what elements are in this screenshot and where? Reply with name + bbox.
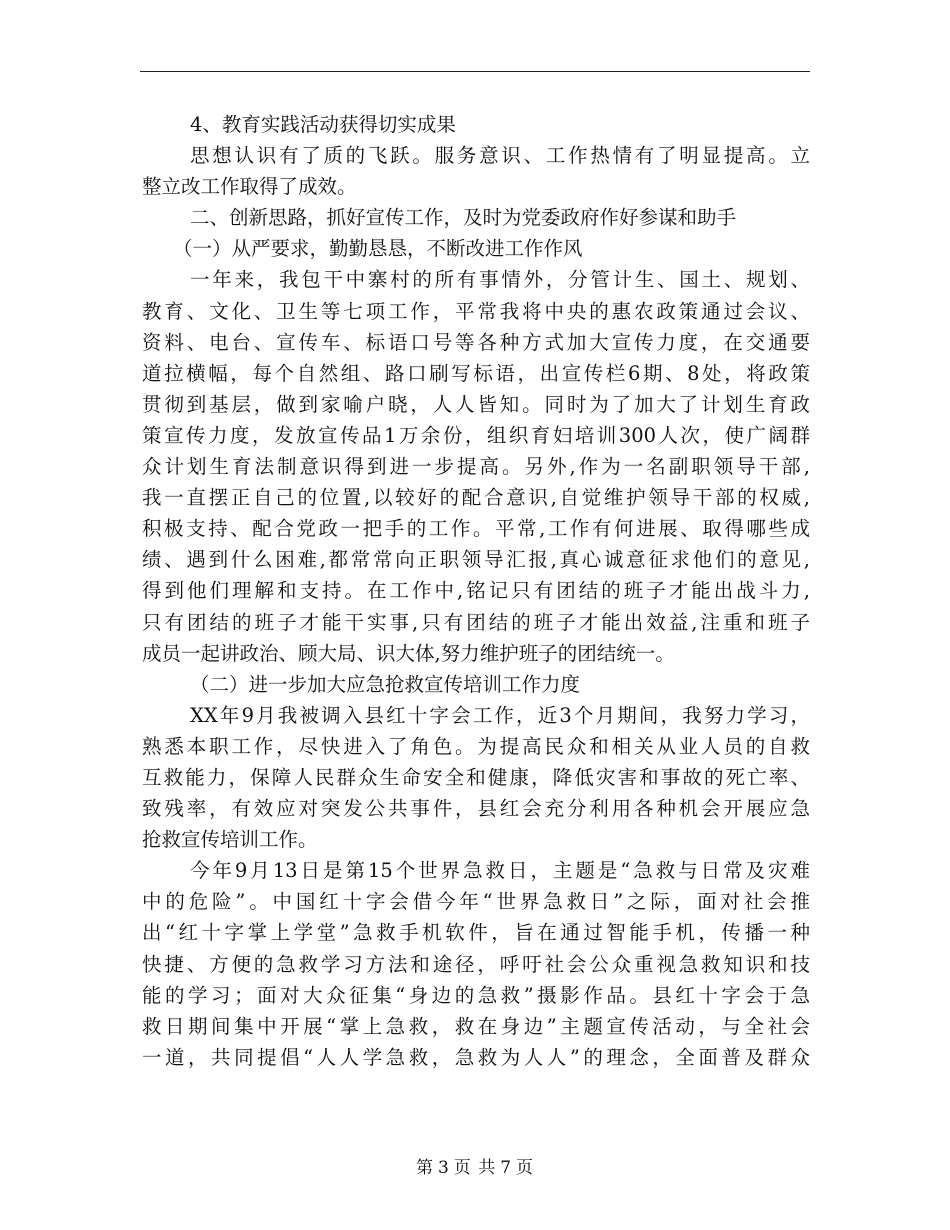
paragraph-line: 贯彻到基层，做到家喻户晓，人人皆知。同时为了加大了计划生育政	[142, 392, 810, 416]
footer-suffix: 页	[516, 1158, 535, 1178]
paragraph-line: 只有团结的班子才能干实事,只有团结的班子才能出效益,注重和班子	[142, 610, 810, 634]
paragraph-line: 思想认识有了质的飞跃。服务意识、工作热情有了明显提高。立	[190, 144, 810, 168]
paragraph-line: 策宣传力度，发放宣传品1万余份，组织育妇培训300人次，使广阔群	[142, 423, 810, 447]
footer-middle: 页 共	[453, 1158, 497, 1178]
paragraph-line: 熟悉本职工作，尽快进入了角色。为提高民众和相关从业人员的自救	[142, 734, 810, 758]
paragraph-line: 教育、文化、卫生等七项工作，平常我将中央的惠农政策通过会议、	[142, 299, 810, 323]
paragraph-line: 一年来，我包干中寨村的所有事情外，分管计生、国土、规划、	[190, 268, 810, 292]
paragraph-line: 众计划生育法制意识得到进一步提高。另外,作为一名副职领导干部,	[142, 455, 810, 479]
paragraph-line: 得到他们理解和支持。在工作中,铭记只有团结的班子才能出战斗力,	[142, 579, 810, 603]
paragraph-line: 积极支持、配合党政一把手的工作。平常,工作有何进展、取得哪些成	[142, 517, 810, 541]
footer-page-number: 3	[437, 1158, 450, 1178]
subsection-heading: （二）进一步加大应急抢救宣传培训工作力度	[190, 672, 581, 696]
paragraph-line: 绩、遇到什么困难,都常常向正职领导汇报,真心诚意征求他们的意见,	[142, 548, 810, 572]
document-body	[142, 109, 810, 1073]
paragraph-line: 我一直摆正自己的位置,以较好的配合意识,自觉维护领导干部的权威,	[142, 486, 810, 510]
paragraph-line: 中的危险”。中国红十字会借今年“世界急救日”之际，面对社会推	[142, 890, 810, 914]
paragraph-line: 成员一起讲政治、顾大局、识大体,努力维护班子的团结统一。	[142, 641, 675, 665]
footer-total-pages: 7	[500, 1158, 513, 1178]
paragraph-line: 今年9月13日是第15个世界急救日，主题是“急救与日常及灾难	[190, 859, 810, 883]
paragraph-line: 快捷、方便的急救学习方法和途径，呼吁社会公众重视急救知识和技	[142, 952, 810, 976]
footer-prefix: 第	[415, 1158, 434, 1178]
paragraph-line: 整立改工作取得了成效。	[142, 175, 357, 199]
paragraph-line: 互救能力，保障人民群众生命安全和健康，降低灾害和事故的死亡率、	[142, 765, 810, 789]
paragraph-line: 出“红十字掌上学堂”急救手机软件，旨在通过智能手机，传播一种	[142, 921, 810, 945]
paragraph-line: 抢救宣传培训工作。	[142, 828, 318, 852]
paragraph-line: XX年9月我被调入县红十字会工作，近3个月期间，我努力学习，	[190, 703, 810, 727]
subsection-heading: （一）从严要求，勤勤恳恳，不断改进工作作风	[173, 237, 583, 261]
paragraph-line: 救日期间集中开展“掌上急救，救在身边”主题宣传活动，与全社会	[142, 1014, 810, 1038]
paragraph-line: 道拉横幅，每个自然组、路口刷写标语，出宣传栏6期、8处，将政策	[142, 361, 810, 385]
paragraph-line: 致残率，有效应对突发公共事件，县红会充分利用各种机会开展应急	[142, 797, 810, 821]
paragraph-line: 资料、电台、宣传车、标语口号等各种方式加大宣传力度，在交通要	[142, 330, 810, 354]
header-rule	[140, 71, 810, 72]
paragraph-line: 能的学习；面对大众征集“身边的急救”摄影作品。县红十字会于急	[142, 983, 810, 1007]
paragraph-line: 一道，共同提倡“人人学急救，急救为人人”的理念，全面普及群众	[142, 1045, 810, 1069]
section-heading: 4、教育实践活动获得切实成果	[190, 113, 456, 136]
section-heading: 二、创新思路，抓好宣传工作，及时为党委政府作好参谋和助手	[190, 206, 737, 230]
page-footer	[0, 1153, 950, 1178]
